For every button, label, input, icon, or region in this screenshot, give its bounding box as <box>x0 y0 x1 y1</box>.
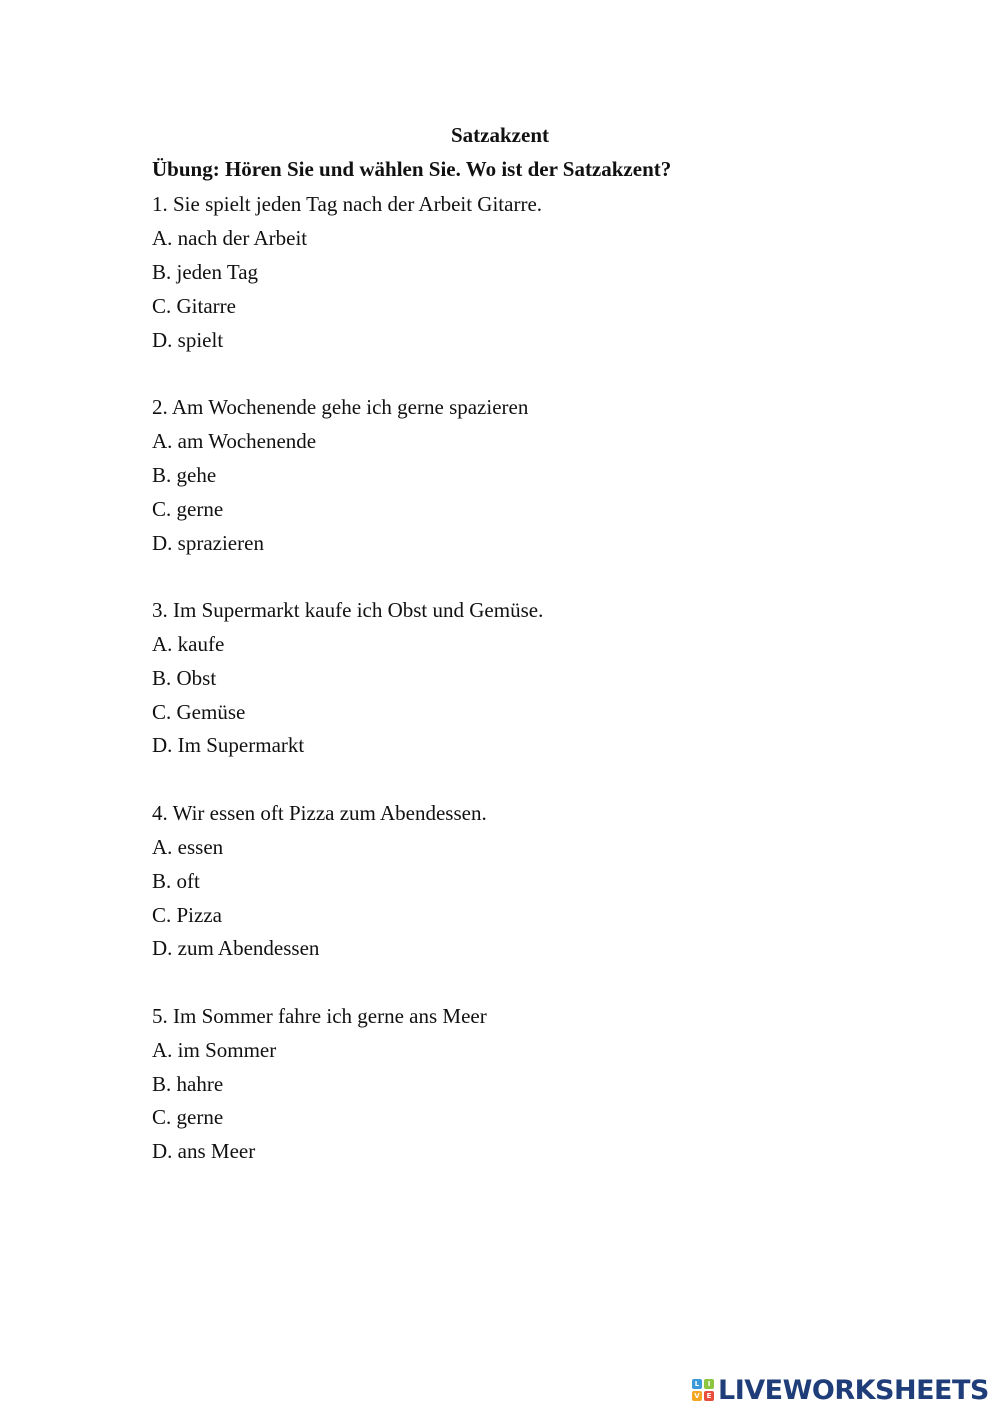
answer-option-d: D. ans Meer <box>152 1139 256 1164</box>
answer-option-b: B. Obst <box>152 665 217 690</box>
question-prompt: 3. Im Supermarkt kaufe ich Obst und Gemüse. <box>152 597 544 622</box>
question-2 <box>152 391 912 560</box>
question-1 <box>152 188 912 357</box>
exercise-instruction: Übung: Hören Sie und wählen Sie. Wo ist der Satzakzent? <box>152 157 672 181</box>
answer-option-d: D. spielt <box>152 327 224 352</box>
question-5 <box>152 1000 912 1169</box>
answer-option-c: C. gerne <box>152 496 224 521</box>
answer-option-c: C. gerne <box>152 1105 224 1130</box>
question-list <box>152 188 912 1203</box>
question-prompt: 2. Am Wochenende gehe ich gerne spazieren <box>152 394 529 419</box>
liveworksheets-logo <box>692 1372 989 1408</box>
answer-option-a: A. kaufe <box>152 631 225 656</box>
question-4 <box>152 797 912 966</box>
page-title: Satzakzent <box>451 123 549 147</box>
answer-option-a: A. am Wochenende <box>152 428 317 453</box>
answer-option-b: B. hahre <box>152 1071 224 1096</box>
logo-icon <box>692 1379 714 1401</box>
answer-option-d: D. zum Abendessen <box>152 936 320 961</box>
answer-option-d: D. Im Supermarkt <box>152 733 305 758</box>
answer-option-a: A. im Sommer <box>152 1037 277 1062</box>
answer-option-b: B. gehe <box>152 462 217 487</box>
logo-wordmark: LIVEWORKSHEETS <box>718 1374 989 1406</box>
question-3 <box>152 594 912 763</box>
answer-option-a: A. nach der Arbeit <box>152 225 308 250</box>
answer-option-b: B. oft <box>152 868 200 893</box>
logo-letter-l: L <box>692 1379 702 1389</box>
question-prompt: 5. Im Sommer fahre ich gerne ans Meer <box>152 1003 487 1028</box>
question-prompt: 4. Wir essen oft Pizza zum Abendessen. <box>152 800 487 825</box>
answer-option-c: C. Gitarre <box>152 293 236 318</box>
answer-option-c: C. Gemüse <box>152 699 246 724</box>
answer-option-c: C. Pizza <box>152 902 222 927</box>
logo-letter-i: I <box>704 1379 714 1389</box>
answer-option-a: A. essen <box>152 834 224 859</box>
question-prompt: 1. Sie spielt jeden Tag nach der Arbeit Gitarre. <box>152 192 543 216</box>
logo-letter-v: V <box>692 1391 702 1401</box>
logo-letter-e: E <box>704 1391 714 1401</box>
answer-option-b: B. jeden Tag <box>152 259 259 284</box>
answer-option-d: D. sprazieren <box>152 530 264 555</box>
